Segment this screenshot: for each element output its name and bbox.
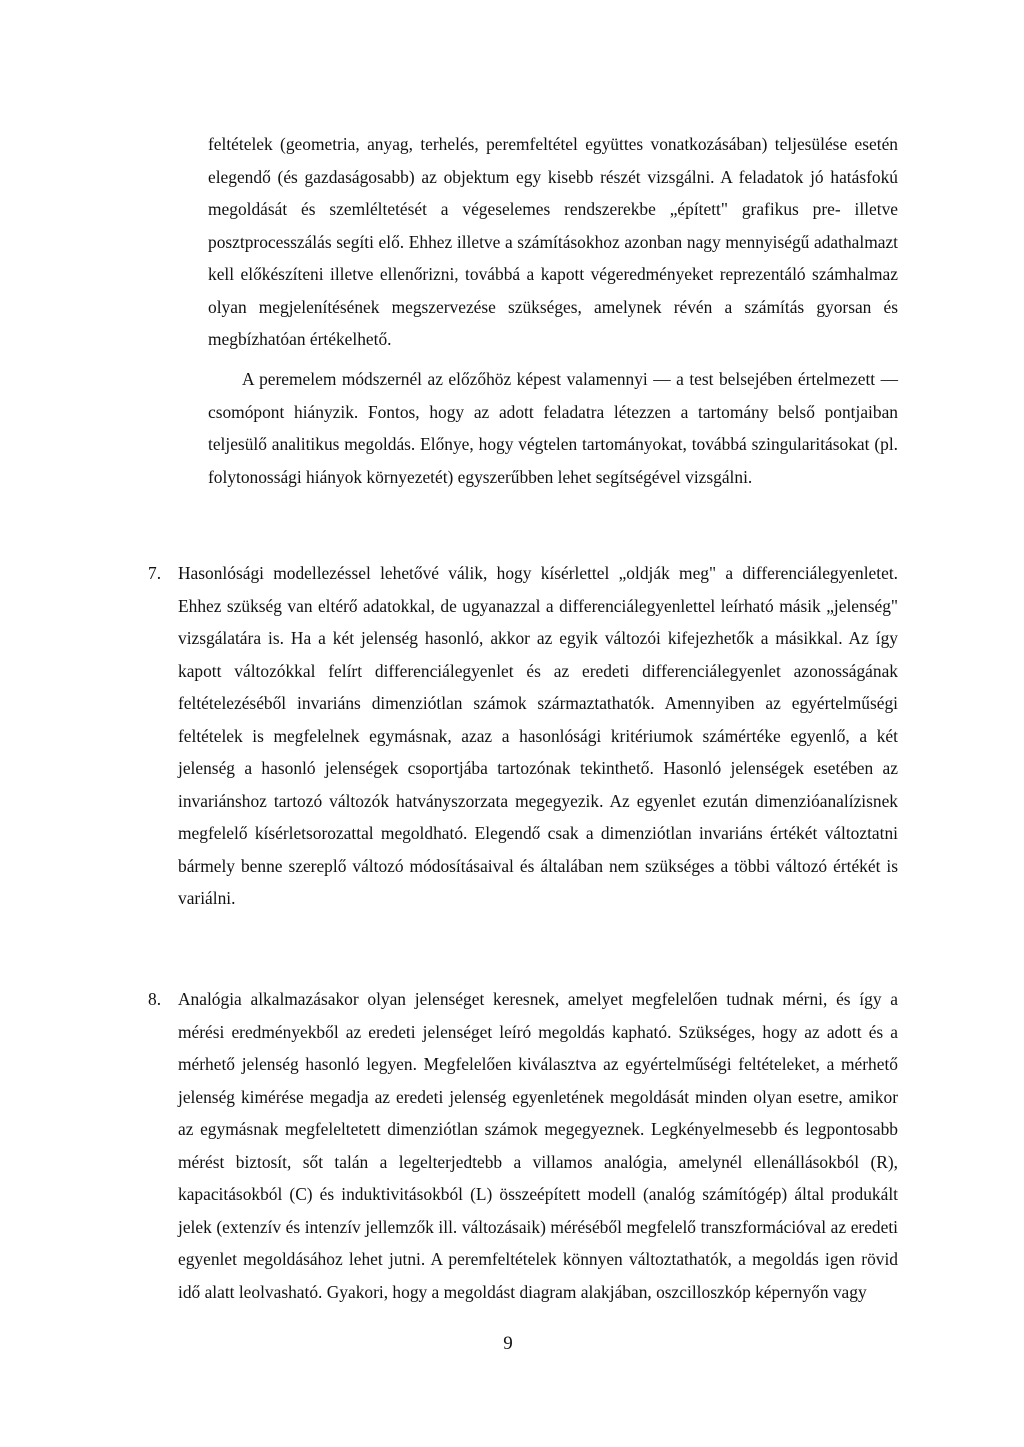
list-item-8 (148, 983, 898, 1308)
list-item-text: Hasonlósági modellezéssel lehetővé válik, hogy kísérlettel „oldják meg" a differenciálegyenletet. Ehhez szükség van eltérő adatokkal, de ugyanazzal a differenciálegyenlettel leírható másik „jelenség" vizsgálatára is. Ha a két jelenség hasonló, akkor az egyik változói kifejezhetők a másikkal. Az így kapott változókkal felírt differenciálegyenlet és az eredeti differenciálegyenlet azonosságának feltételezéséből invariáns dimenziótlan számok származtathatók. Amennyiben az egyértelműségi feltételek is megfelelnek egymásnak, azaz a hasonlósági kritériumok számértéke egyenlő, a két jelenség a hasonló jelenségek csoportjába tartozónak tekinthető. Hasonló jelenségek esetében az invariánshoz tartozó változók hatványszorzata megegyezik. Az egyenlet ezután dimenzióanalízisnek megfelelő kísérletsorozattal megoldható. Elegendő csak a dimenziótlan invariáns értékét változtatni bármely benne szereplő változó módosításaival és általában nem szükséges a többi változó értékét is variálni. (178, 563, 898, 908)
list-item-number: 7. (148, 563, 162, 583)
paragraph-fem-continuation: feltételek (geometria, anyag, terhelés, peremfeltétel együttes vonatkozásában) teljesülése esetén elegendő (és gazdaságosabb) az objektum egy kisebb részét vizsgálni. A feladatok jó hatásfokú megoldását és szemléltetését a végeselemes rendszerekbe „épített" grafikus pre- illetve posztprocesszálás segíti elő. Ehhez illetve a számításokhoz azonban nagy mennyiségű adathalmazt kell előkészíteni illetve ellenőrizni, továbbá a kapott végeredményeket reprezentáló számhalmaz olyan megjelenítésének megszervezése szükséges, amelynek révén a számítás gyorsan és megbízhatóan értékelhető. (208, 134, 898, 349)
list-item-text: Analógia alkalmazásakor olyan jelenséget keresnek, amelyet megfelelően tudnak mérni, és így a mérési eredményekből az eredeti jelenséget leíró megoldás kapható. Szükséges, hogy az adott és a mérhető jelenség hasonló legyen. Megfelelően kiválasztva az egyértelműségi feltételeket, a mérhető jelenség kimérése megadja az eredeti jelenség egyenletének megoldását minden olyan esetre, amikor az egymásnak megfeleltetett dimenziótlan számok megegyeznek. Legkényelmesebb és legpontosabb mérést biztosít, sőt talán a legelterjedtebb a villamos analógia, amelynél ellenállásokból (R), kapacitásokból (C) és induktivitásokból (L) összeépített modell (analóg számítógép) által produkált jelek (extenzív és intenzív jellemzők ill. változásaik) méréséből megfelelő transzformációval az eredeti egyenlet megoldásához lehet jutni. A peremfeltételek könnyen változtathatók, a megoldás igen rövid idő alatt leolvasható. Gyakori, hogy a megoldást diagram alakjában, oszcilloszkóp képernyőn vagy (178, 989, 898, 1302)
page-number: 9 (503, 1333, 513, 1354)
list-item-7 (148, 557, 898, 915)
paragraph-boundary-element: A peremelem módszernél az előzőhöz képest valamennyi — a test belsejében értelmezett — csomópont hiányzik. Fontos, hogy az adott feladatra létezzen a tartomány belső pontjaiban teljesülő analitikus megoldás. Előnye, hogy végtelen tartományokat, továbbá szingularitásokat (pl. folytonossági hiányok környezetét) egyszerűbben lehet segítségével vizsgálni. (208, 369, 898, 487)
list-item-number: 8. (148, 989, 162, 1009)
